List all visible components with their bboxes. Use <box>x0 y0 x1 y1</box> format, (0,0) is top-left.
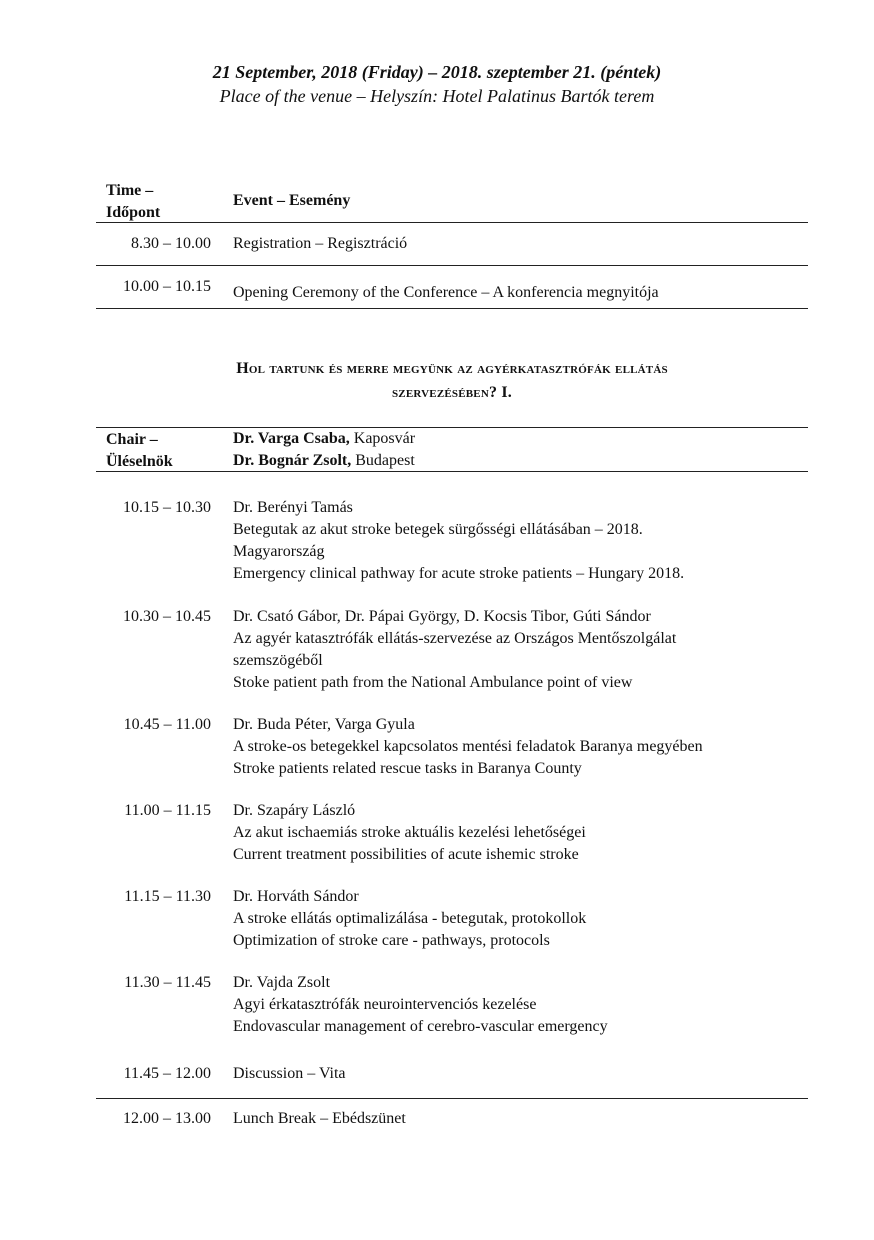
venue-line: Place of the venue – Helyszín: Hotel Palatinus Bartók terem <box>219 86 655 106</box>
chair-label-line1: Chair – <box>106 431 158 448</box>
chair-city: Budapest <box>351 452 415 469</box>
session-details <box>233 800 586 866</box>
session-title-en: Endovascular management of cerebro-vascular emergency <box>233 1018 608 1035</box>
section-title-line1: Hol tartunk és merre megyünk az agyérkatasztrófák ellátás <box>236 360 668 377</box>
session-speakers: Dr. Vajda Zsolt <box>233 974 331 991</box>
session-title-en: Emergency clinical pathway for acute stroke patients – Hungary 2018. <box>233 565 685 582</box>
session-speakers: Dr. Horváth Sándor <box>233 888 359 905</box>
session-details <box>233 1063 346 1085</box>
session-details <box>233 606 676 694</box>
table-rule <box>96 427 808 428</box>
session-title-hu: Az agyér katasztrófák ellátás-szervezése az Országos Mentőszolgálat <box>233 630 677 647</box>
session-title-hu: Agyi érkatasztrófák neurointervenciós kezelése <box>233 996 537 1013</box>
section-title <box>96 357 808 405</box>
table-rule <box>96 471 808 472</box>
session-time: 10.30 – 10.45 <box>123 608 211 625</box>
table-rule <box>96 308 808 309</box>
session-title-hu: A stroke ellátás optimalizálása - betegutak, protokollok <box>233 910 587 927</box>
date-line: 21 September, 2018 (Friday) – 2018. szeptember 21. (péntek) <box>212 62 662 82</box>
session-title-en: Stoke patient path from the National Ambulance point of view <box>233 674 633 691</box>
chair-label-line2: Üléselnök <box>106 453 173 470</box>
time-header-line1: Time – <box>106 182 154 199</box>
session-time: 11.15 – 11.30 <box>124 888 211 905</box>
event-column-header: Event – Esemény <box>233 192 351 209</box>
row-event: Registration – Regisztráció <box>233 235 408 252</box>
row-event: Opening Ceremony of the Conference – A konferencia megnyitója <box>233 284 659 301</box>
lunch-event: Lunch Break – Ebédszünet <box>233 1110 406 1127</box>
chair-label <box>106 429 173 473</box>
time-header-line2: Időpont <box>106 204 161 221</box>
session-details <box>233 886 586 952</box>
time-column-header <box>106 180 160 224</box>
session-title-hu: A stroke-os betegekkel kapcsolatos mentési feladatok Baranya megyében <box>233 738 703 755</box>
session-title-hu: szemszögéből <box>233 652 323 669</box>
chair-name: Dr. Varga Csaba, <box>233 430 350 447</box>
chair-city: Kaposvár <box>349 430 416 447</box>
session-title-hu: Az akut ischaemiás stroke aktuális kezelési lehetőségei <box>233 824 586 841</box>
row-time: 8.30 – 10.00 <box>131 235 211 252</box>
section-title-line2: szervezésében? I. <box>391 384 512 401</box>
session-title-hu: Betegutak az akut stroke betegek sürgősségi ellátásában – 2018. <box>233 521 643 538</box>
session-title-en: Stroke patients related rescue tasks in Baranya County <box>233 760 582 777</box>
table-rule <box>96 265 808 266</box>
session-speakers: Dr. Szapáry László <box>233 802 356 819</box>
session-title-en: Current treatment possibilities of acute ishemic stroke <box>233 846 579 863</box>
session-details <box>233 714 703 780</box>
session-speakers: Dr. Csató Gábor, Dr. Pápai György, D. Kocsis Tibor, Gúti Sándor <box>233 608 651 625</box>
chair-person <box>233 428 415 450</box>
session-time: 11.30 – 11.45 <box>124 974 211 991</box>
session-details <box>233 972 608 1038</box>
session-speakers: Dr. Buda Péter, Varga Gyula <box>233 716 415 733</box>
chair-persons <box>233 428 415 472</box>
lunch-time: 12.00 – 13.00 <box>123 1110 211 1127</box>
session-time: 11.45 – 12.00 <box>123 1065 211 1082</box>
session-event: Discussion – Vita <box>233 1065 346 1082</box>
table-rule <box>96 1098 808 1099</box>
chair-person <box>233 450 415 472</box>
session-title-en: Optimization of stroke care - pathways, protocols <box>233 932 550 949</box>
session-details <box>233 497 684 585</box>
session-time: 10.15 – 10.30 <box>123 499 211 516</box>
session-time: 10.45 – 11.00 <box>123 716 211 733</box>
session-title-hu: Magyarország <box>233 543 325 560</box>
chair-name: Dr. Bognár Zsolt, <box>233 452 352 469</box>
session-speakers: Dr. Berényi Tamás <box>233 499 353 516</box>
row-time: 10.00 – 10.15 <box>123 278 211 295</box>
session-time: 11.00 – 11.15 <box>124 802 211 819</box>
table-rule <box>96 222 808 223</box>
